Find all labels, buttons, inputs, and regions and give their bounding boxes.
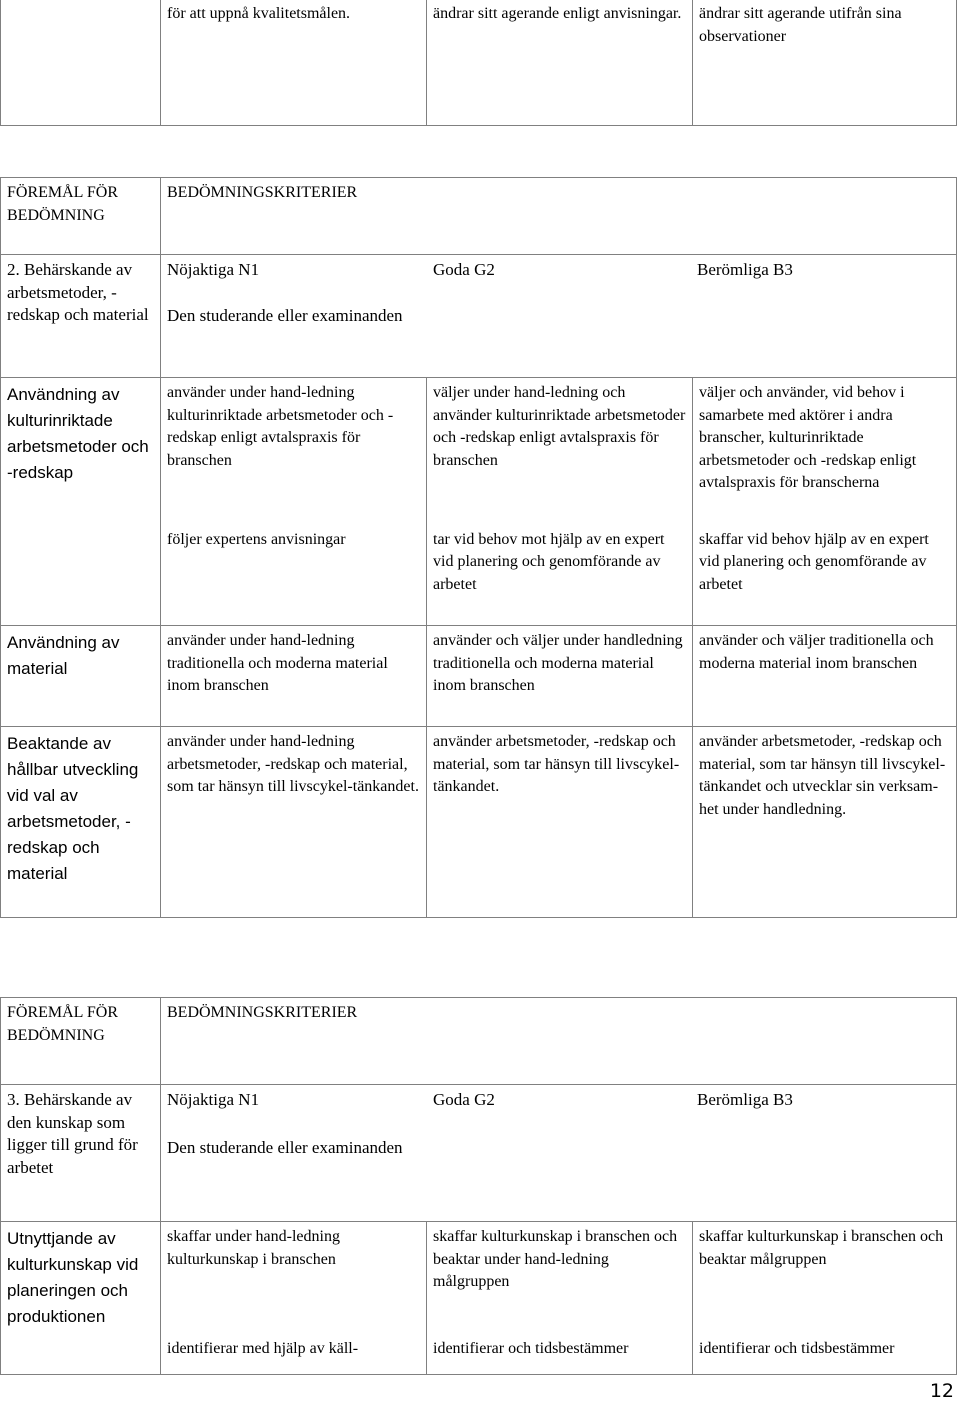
level-b3: Berömliga B3	[697, 260, 793, 279]
n1-cell: för att uppnå kvalitetsmålen.	[161, 0, 427, 126]
header-criteria: BEDÖMNINGSKRITERIER	[161, 998, 957, 1085]
n1-cell: använder under hand-ledning traditionella och moderna material inom branschen	[161, 626, 427, 727]
header-criteria: BEDÖMNINGSKRITERIER	[161, 178, 957, 255]
g2-cell: identifierar och tidsbestämmer	[427, 1334, 693, 1374]
criteria-table-section-3	[0, 997, 957, 1375]
row-label: Utnyttjande av kulturkunskap vid planeringen och produktionen	[1, 1222, 161, 1335]
row-label	[1, 1334, 161, 1374]
subject-label: Den studerande eller examinanden	[167, 306, 403, 325]
n1-cell: följer expertens anvisningar	[161, 525, 427, 626]
b3-cell: väljer och använder, vid behov i samarbete med aktörer i andra branscher, kulturinriktade arbetsmetoder och -redskap enligt avtalspraxis för branscherna	[693, 378, 957, 525]
g2-cell: ändrar sitt agerande enligt anvisningar.	[427, 0, 693, 126]
g2-cell: väljer under hand-ledning och använder kulturinriktade arbetsmetoder och -redskap enligt avtalspraxis för branschen	[427, 378, 693, 525]
assessment-object: 2. Behärskande av arbetsmetoder, -redskap och material	[1, 255, 161, 378]
row-label: Beaktande av hållbar utveckling vid val av arbetsmetoder, -redskap och material	[1, 727, 161, 918]
g2-cell: skaffar kulturkunskap i branschen och beaktar under hand-ledning målgruppen	[427, 1222, 693, 1335]
n1-cell: använder under hand-ledning arbetsmetoder, -redskap och material, som tar hänsyn till livscykel-tänkandet.	[161, 727, 427, 918]
g2-cell: tar vid behov mot hjälp av en expert vid planering och genomförande av arbetet	[427, 525, 693, 626]
n1-cell: använder under hand-ledning kulturinriktade arbetsmetoder och -redskap enligt avtalspraxis för branschen	[161, 378, 427, 525]
assessment-object: 3. Behärskande av den kunskap som ligger till grund för arbetet	[1, 1085, 161, 1222]
levels-cell	[161, 255, 957, 378]
b3-cell: använder och väljer traditionella och moderna material inom branschen	[693, 626, 957, 727]
level-g2: Goda G2	[433, 260, 495, 279]
b3-cell: identifierar och tidsbestämmer	[693, 1334, 957, 1374]
level-b3: Berömliga B3	[697, 1090, 793, 1109]
b3-cell: använder arbetsmetoder, -redskap och material, som tar hänsyn till livscykel-tänkandet och utvecklar sin verksam-het under handledning.	[693, 727, 957, 918]
row-label	[1, 525, 161, 626]
criteria-table-continued	[0, 0, 957, 126]
g2-cell: använder och väljer under handledning traditionella och moderna material inom branschen	[427, 626, 693, 727]
level-headings	[167, 259, 950, 299]
g2-cell: använder arbetsmetoder, -redskap och material, som tar hänsyn till livscykel-tänkandet.	[427, 727, 693, 918]
b3-cell: skaffar kulturkunskap i branschen och beaktar målgruppen	[693, 1222, 957, 1335]
level-headings	[167, 1089, 950, 1129]
b3-cell: skaffar vid behov hjälp av en expert vid planering och genomförande av arbetet	[693, 525, 957, 626]
header-object: FÖREMÅL FÖR BEDÖMNING	[1, 998, 161, 1085]
level-g2: Goda G2	[433, 1090, 495, 1109]
n1-cell: skaffar under hand-ledning kulturkunskap i branschen	[161, 1222, 427, 1335]
level-n1: Nöjaktiga N1	[167, 1090, 260, 1109]
levels-cell	[161, 1085, 957, 1222]
page-number: 12	[929, 1380, 954, 1402]
criteria-table-section-2	[0, 177, 957, 918]
row-label: Användning av material	[1, 626, 161, 727]
b3-cell: ändrar sitt agerande utifrån sina observationer	[693, 0, 957, 126]
subject-label: Den studerande eller examinanden	[167, 1138, 403, 1157]
object-cell	[1, 0, 161, 126]
level-n1: Nöjaktiga N1	[167, 260, 260, 279]
header-object: FÖREMÅL FÖR BEDÖMNING	[1, 178, 161, 255]
row-label: Användning av kulturinriktade arbetsmetoder och -redskap	[1, 378, 161, 525]
n1-cell: identifierar med hjälp av käll-	[161, 1334, 427, 1374]
